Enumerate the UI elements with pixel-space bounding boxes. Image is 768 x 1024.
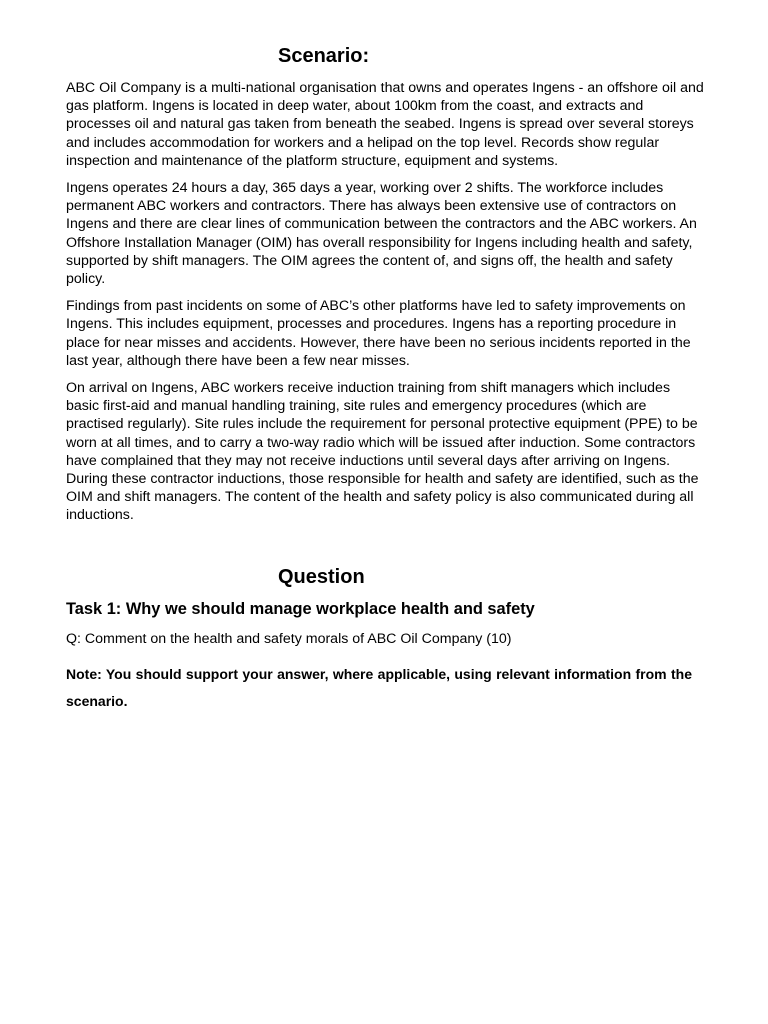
scenario-paragraph-4: On arrival on Ingens, ABC workers receive induction training from shift managers which includes basic first-aid and manual handling training, site rules and emergency procedures (which are practised regularly). Site rules include the requirement for personal protective equipment (PPE) to be worn at all times, and to carry a two-way radio which will be issued after induction. Some contractors have complained that they may not receive inductions until several days after arriving on Ingens. During these contractor inductions, those responsible for health and safety are identified, such as the OIM and shift managers. The content of the health and safety policy is also communicated during all inductions. xyxy=(66,380,699,524)
note-text: Note: You should support your answer, where applicable, using relevant information from the scenario. xyxy=(66,666,692,709)
scenario-heading: Scenario: xyxy=(278,45,370,67)
scenario-paragraph-2: Ingens operates 24 hours a day, 365 days a year, working over 2 shifts. The workforce includes permanent ABC workers and contractors. There has always been extensive use of contractors on Ingens and there are clear lines of communication between the contractors and the ABC workers. An Offshore Installation Manager (OIM) has overall responsibility for Ingens including health and safety, supported by shift managers. The OIM agrees the content of, and signs off, the health and safety policy. xyxy=(66,180,697,288)
task-title: Task 1: Why we should manage workplace health and safety xyxy=(66,600,535,618)
scenario-body xyxy=(66,79,706,534)
question-text: Q: Comment on the health and safety morals of ABC Oil Company (10) xyxy=(66,631,512,647)
question-heading: Question xyxy=(278,566,365,588)
scenario-paragraph-1: ABC Oil Company is a multi-national organisation that owns and operates Ingens - an offshore oil and gas platform. Ingens is located in deep water, about 100km from the coast, and extracts and processes oil and natural gas taken from beneath the seabed. Ingens is spread over several storeys and includes accommodation for workers and a helipad on the top level. Records show regular inspection and maintenance of the platform structure, equipment and systems. xyxy=(66,80,704,169)
scenario-paragraph-3: Findings from past incidents on some of ABC’s other platforms have led to safety improvements on Ingens. This includes equipment, processes and procedures. Ingens has a reporting procedure in place for near misses and accidents. However, there have been no serious incidents reported in the last year, although there have been a few near misses. xyxy=(66,298,691,369)
